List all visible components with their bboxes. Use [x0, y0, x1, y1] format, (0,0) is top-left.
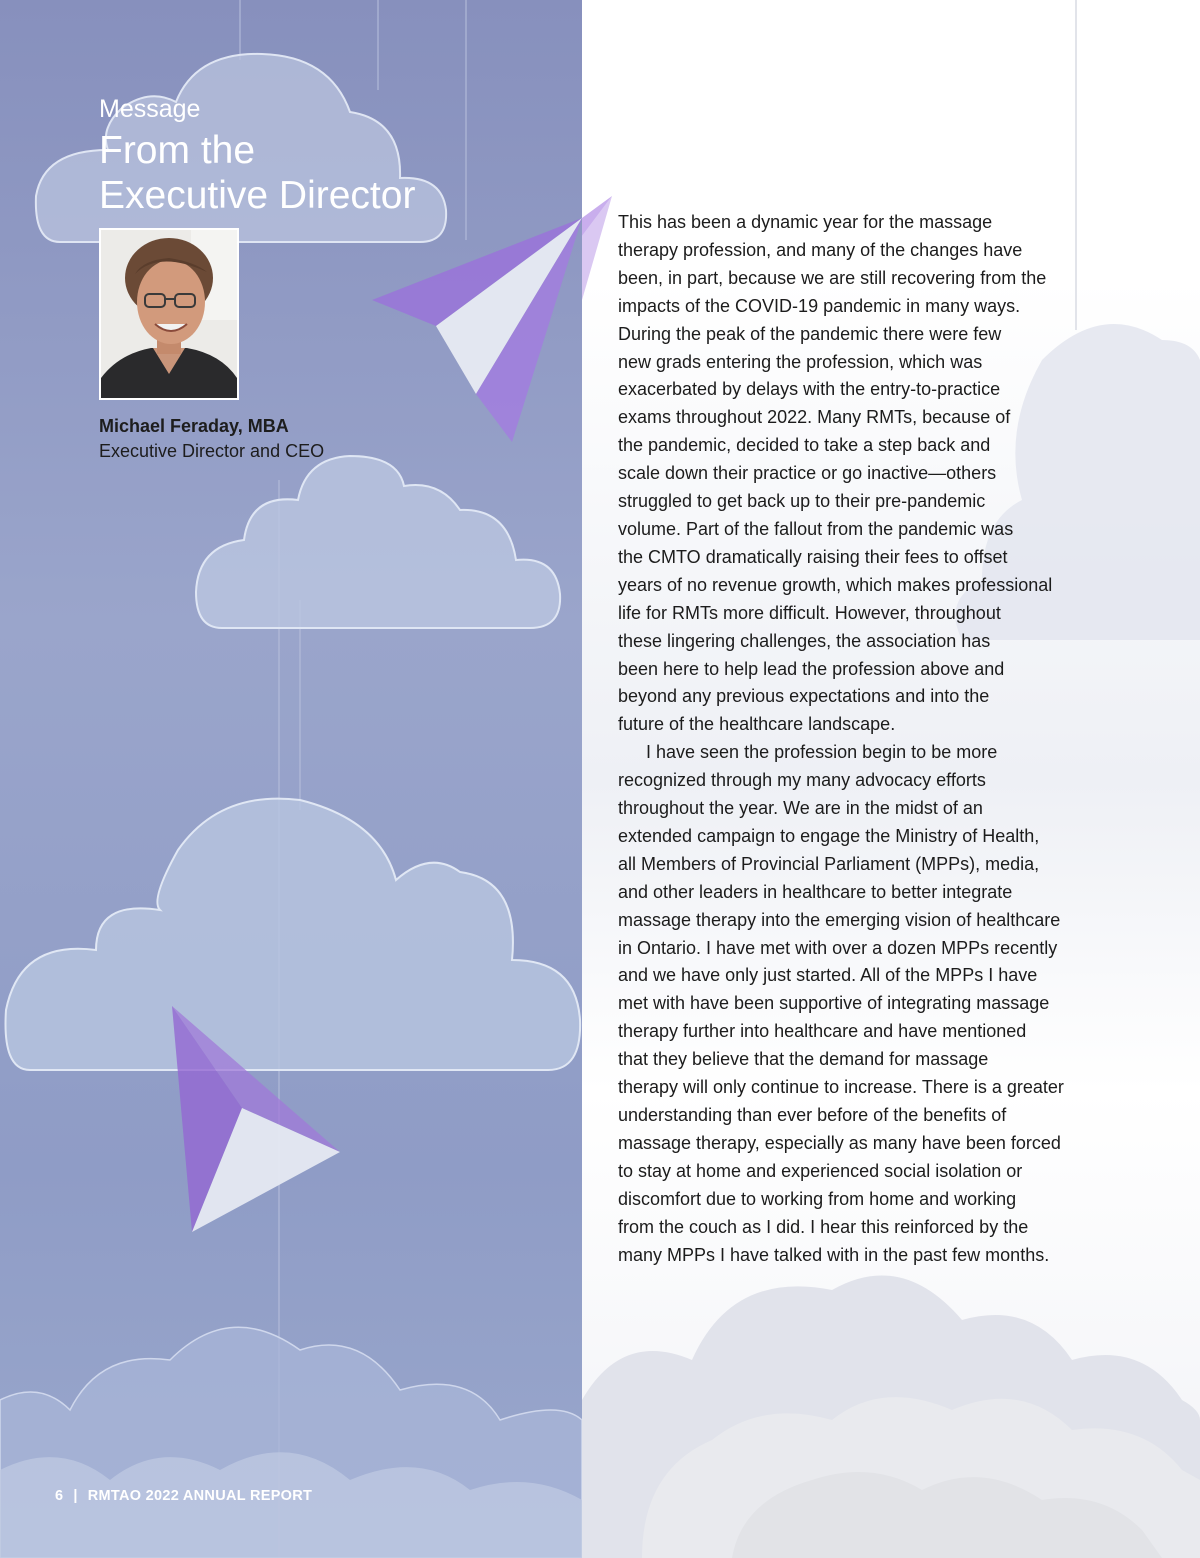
paper-plane-icon: [582, 196, 612, 300]
body-line: impacts of the COVID-19 pandemic in many ways.: [618, 295, 1021, 316]
body-line: been here to help lead the profession above and: [618, 658, 1005, 679]
body-line: This has been a dynamic year for the massage: [618, 212, 993, 232]
body-line: and we have only just started. All of the MPPs I have: [618, 965, 1038, 986]
body-line: therapy will only continue to increase. There is a greater: [618, 1077, 1064, 1098]
body-line: therapy profession, and many of the changes have: [618, 239, 1023, 260]
body-line: extended campaign to engage the Ministry of Health,: [618, 825, 1040, 846]
portrait-photo: [99, 228, 239, 400]
person-icon: [99, 228, 239, 400]
page-number: 6: [55, 1488, 64, 1504]
cloud-illustration: [0, 0, 582, 1558]
page-title-line: From the: [99, 129, 256, 172]
page-title: [99, 128, 415, 218]
body-line: volume. Part of the fallout from the pandemic was: [618, 518, 1014, 539]
body-line: I have seen the profession begin to be more: [646, 742, 998, 763]
body-line: years of no revenue growth, which makes professional: [618, 574, 1053, 595]
body-copy: [618, 209, 1098, 1269]
body-line: During the peak of the pandemic there were few: [618, 323, 1002, 344]
report-name: RMTAO 2022 ANNUAL REPORT: [87, 1488, 313, 1504]
decorative-left-panel: [0, 0, 582, 1558]
body-line: met with have been supportive of integrating massage: [618, 993, 1050, 1014]
body-line: the pandemic, decided to take a step back and: [618, 435, 991, 456]
body-line: these lingering challenges, the association has: [618, 630, 991, 651]
body-line: to stay at home and experienced social isolation or: [618, 1160, 1023, 1181]
body-line: from the couch as I did. I hear this reinforced by the: [618, 1216, 1029, 1237]
body-line: beyond any previous expectations and into the: [618, 686, 990, 707]
body-line: the CMTO dramatically raising their fees to offset: [618, 546, 1008, 567]
body-line: understanding than ever before of the benefits of: [618, 1105, 1007, 1125]
body-line: that they believe that the demand for massage: [618, 1049, 989, 1070]
footer-separator: |: [73, 1488, 78, 1504]
body-line: been, in part, because we are still recovering from the: [618, 267, 1047, 288]
paper-plane-icon: [372, 218, 582, 442]
body-line: massage therapy into the emerging vision of healthcare: [618, 909, 1061, 930]
page-footer: [55, 1488, 312, 1504]
body-line: many MPPs I have talked with in the past few months.: [618, 1244, 1050, 1265]
body-line: future of the healthcare landscape.: [618, 714, 896, 735]
body-line: life for RMTs more difficult. However, throughout: [618, 602, 1001, 623]
body-line: therapy further into healthcare and have mentioned: [618, 1021, 1027, 1042]
cloud-icon: [6, 799, 581, 1070]
body-line: exams throughout 2022. Many RMTs, because of: [618, 407, 1011, 428]
cloud-icon: [582, 1275, 1200, 1558]
cloud-icon: [196, 456, 560, 628]
body-line: discomfort due to working from home and working: [618, 1188, 1017, 1209]
person-role: Executive Director and CEO: [99, 441, 325, 461]
body-line: throughout the year. We are in the midst of an: [618, 798, 983, 819]
section-kicker: Message: [99, 95, 201, 123]
cloud-icon: [0, 1327, 582, 1558]
body-line: exacerbated by delays with the entry-to-practice: [618, 379, 1001, 400]
body-line: scale down their practice or go inactive—others: [618, 463, 997, 484]
body-line: in Ontario. I have met with over a dozen MPPs recently: [618, 937, 1058, 958]
body-line: new grads entering the profession, which was: [618, 351, 983, 372]
person-name: Michael Feraday, MBA: [99, 416, 289, 436]
body-line: all Members of Provincial Parliament (MPPs), media,: [618, 853, 1040, 874]
body-line: recognized through my many advocacy efforts: [618, 770, 986, 791]
body-line: struggled to get back up to their pre-pandemic: [618, 491, 986, 512]
page-title-line: Executive Director: [99, 174, 416, 217]
body-line: and other leaders in healthcare to better integrate: [618, 881, 1013, 902]
body-line: massage therapy, especially as many have been forced: [618, 1132, 1061, 1153]
